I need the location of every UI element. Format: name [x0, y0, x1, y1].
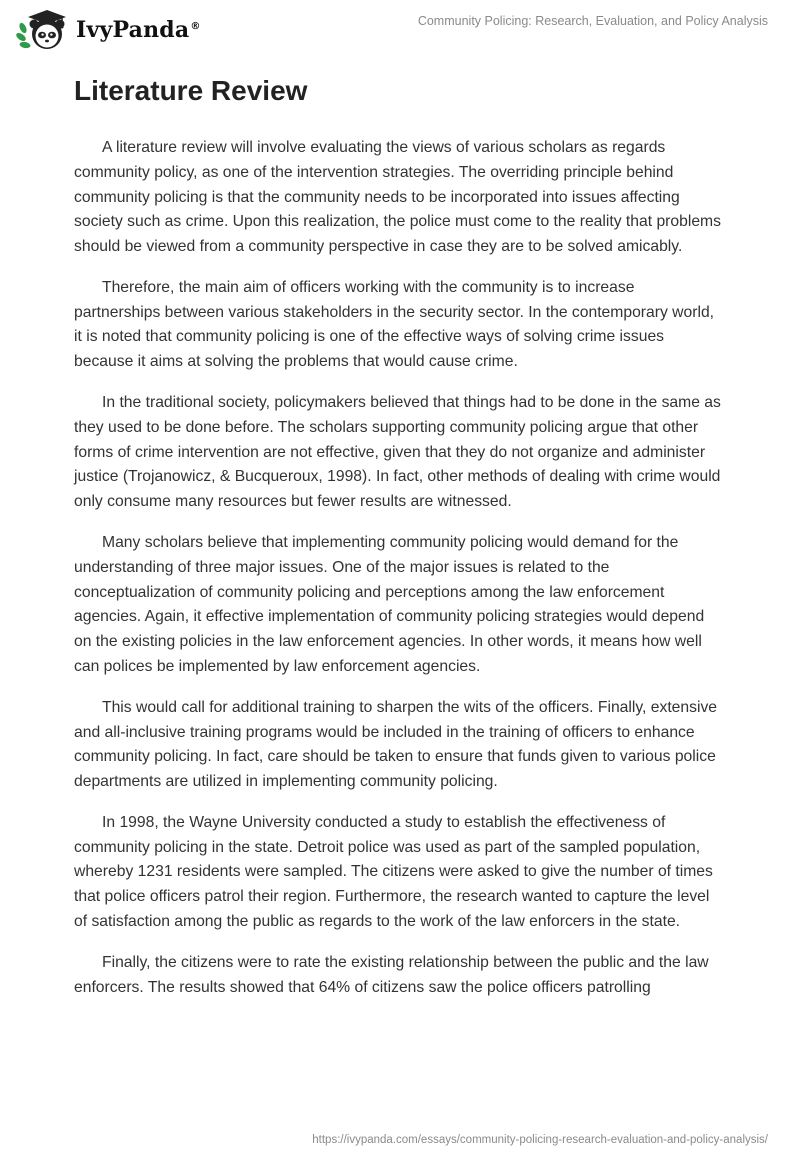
- source-url[interactable]: https://ivypanda.com/essays/community-policing-research-evaluation-and-policy-analysis/: [312, 1134, 768, 1146]
- paragraph-list: [74, 136, 724, 1000]
- section-heading: Literature Review: [74, 75, 308, 106]
- paragraph: Therefore, the main aim of officers working with the community is to increase partnerships between various stakeholders in the security sector. In the contemporary world, it is noted that community policing is one of the effective ways of solving crime issues because it aims at solving the problems that would cause crime.: [74, 278, 715, 371]
- paragraph: Many scholars believe that implementing community policing would demand for the understanding of three major issues. One of the major issues is related to the conceptualization of community policing and perceptions among the law enforcement agencies. Again, it effective implementation of community policing strategies would depend on the existing policies in the law enforcement agencies. In other words, it means how well can polices be implemented by law enforcement agencies.: [74, 534, 705, 675]
- panda-graduate-icon: [14, 8, 72, 52]
- article-body: [74, 74, 724, 1017]
- paragraph: In 1998, the Wayne University conducted a study to establish the effectiveness of community policing in the state. Detroit police was used as part of the sampled population, whereby 1231 residents were sampled. The citizens were asked to give the number of times that police officers patrol their region. Furthermore, the research wanted to capture the level of satisfaction among the public as regards to the work of the law enforcers in the state.: [74, 813, 713, 930]
- paragraph: In the traditional society, policymakers believed that things had to be done in the same as they used to be done before. The scholars supporting community policing argue that other forms of crime intervention are not effective, given that they do not organize and administer justice (Trojanowicz, & Bucqueroux, 1998). In fact, other methods of dealing with crime would only consume many resources but fewer results are witnessed.: [74, 394, 721, 511]
- registered-mark: ®: [190, 20, 201, 32]
- page-header: [0, 0, 800, 60]
- document-title: Community Policing: Research, Evaluation, and Policy Analysis: [417, 14, 768, 28]
- paragraph: Finally, the citizens were to rate the existing relationship between the public and the law enforcers. The results showed that 64% of citizens saw the police officers patrolling: [74, 953, 709, 996]
- paragraph: A literature review will involve evaluating the views of various scholars as regards community policy, as one of the intervention strategies. The overriding principle behind community policing is that the community needs to be incorporated into issues affecting society such as crime. Upon this realization, the police must come to the reality that problems should be viewed from a community perspective in case they are to be solved amicably.: [74, 139, 721, 255]
- paragraph: This would call for additional training to sharpen the wits of the officers. Finally, extensive and all-inclusive training programs would be included in the training of officers to enhance community policing. In fact, care should be taken to ensure that funds given to various police departments are utilized in implementing community policing.: [74, 698, 718, 790]
- ivypanda-logo[interactable]: [14, 8, 201, 52]
- brand-name: IvyPanda®: [76, 17, 201, 43]
